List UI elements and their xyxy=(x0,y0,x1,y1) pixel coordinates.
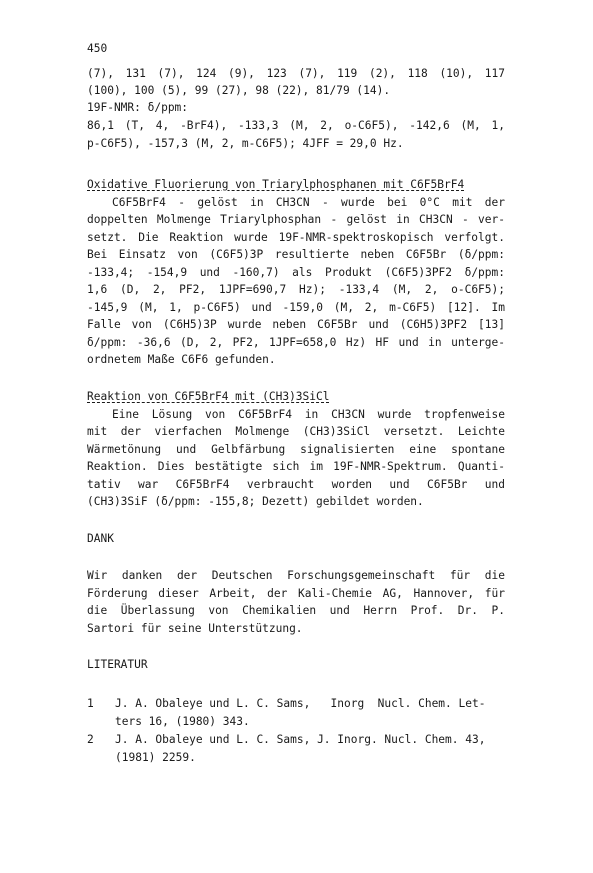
text-line: Wir danken der Deutschen Forschungsgemeinschaft für die xyxy=(87,569,505,582)
text-line: Falle von (C6H5)3P wurde neben C6F5Br und (C6H5)3PF2 [13] xyxy=(87,318,505,331)
reference-text: J. A. Obaleye und L. C. Sams, J. Inorg. Nucl. Chem. 43, xyxy=(115,733,486,746)
text-line: ordnetem Maße C6F6 gefunden. xyxy=(87,353,276,366)
reference-text: ters 16, (1980) 343. xyxy=(115,715,250,728)
text-line: -133,4; -154,9 und -160,7) als Produkt (C6F5)3PF2 δ/ppm: xyxy=(87,266,505,279)
text-line: (7), 131 (7), 124 (9), 123 (7), 119 (2), 118 (10), 117 xyxy=(87,67,505,80)
section-heading: Reaktion von C6F5BrF4 mit (CH3)3SiCl xyxy=(87,390,330,403)
text-line: p-C6F5), -157,3 (M, 2, m-C6F5); 4JFF = 29,0 Hz. xyxy=(87,137,404,150)
text-line: δ/ppm: -36,6 (D, 2, PF2, 1JPF=658,0 Hz) HF und in unterge- xyxy=(87,336,505,349)
text-line: Bei Einsatz von (C6F5)3P resultierte neben C6F5Br (δ/ppm: xyxy=(87,248,505,261)
text-line: mit der vierfachen Molmenge (CH3)3SiCl versetzt. Leichte xyxy=(87,425,505,438)
section-heading: LITERATUR xyxy=(87,658,148,671)
text-line: (CH3)3SiF (δ/ppm: -155,8; Dezett) gebildet worden. xyxy=(87,495,424,508)
section-heading: Oxidative Fluorierung von Triarylphosphanen mit C6F5BrF4 xyxy=(87,178,465,191)
reference-number: 2 xyxy=(87,733,94,746)
reference-number: 1 xyxy=(87,697,94,710)
text-line: 1,6 (D, 2, PF2, 1JPF=690,7 Hz); -133,4 (M, 2, o-C6F5); xyxy=(87,283,505,296)
reference-text: J. A. Obaleye und L. C. Sams, Inorg Nucl. Chem. Let- xyxy=(115,697,486,710)
text-line: C6F5BrF4 - gelöst in CH3CN - wurde bei 0°C mit der xyxy=(112,196,505,209)
text-line: die Überlassung von Chemikalien und Herrn Prof. Dr. P. xyxy=(87,604,505,617)
text-line: 19F-NMR: δ/ppm: xyxy=(87,101,189,114)
text-line: Reaktion. Dies bestätigte sich im 19F-NMR-Spektrum. Quanti- xyxy=(87,460,505,473)
text-line: (100), 100 (5), 99 (27), 98 (22), 81/79 (14). xyxy=(87,84,391,97)
text-line: Förderung dieser Arbeit, der Kali-Chemie AG, Hannover, für xyxy=(87,587,505,600)
page-number: 450 xyxy=(87,42,108,55)
reference-text: (1981) 2259. xyxy=(115,751,196,764)
text-line: -145,9 (M, 1, p-C6F5) und -159,0 (M, 2, m-C6F5) [12]. Im xyxy=(87,301,505,314)
section-heading: DANK xyxy=(87,532,114,545)
text-line: tativ war C6F5BrF4 verbraucht worden und C6F5Br und xyxy=(87,478,505,491)
text-line: Eine Lösung von C6F5BrF4 in CH3CN wurde tropfenweise xyxy=(112,408,505,421)
text-line: Sartori für seine Unterstützung. xyxy=(87,622,303,635)
text-line: 86,1 (T, 4, -BrF4), -133,3 (M, 2, o-C6F5), -142,6 (M, 1, xyxy=(87,119,505,132)
text-line: Wärmetönung und Gelbfärbung signalisierten eine spontane xyxy=(87,443,505,456)
text-line: setzt. Die Reaktion wurde 19F-NMR-spektroskopisch verfolgt. xyxy=(87,231,505,244)
text-line: doppelten Molmenge Triarylphosphan - gelöst in CH3CN - ver- xyxy=(87,213,505,226)
